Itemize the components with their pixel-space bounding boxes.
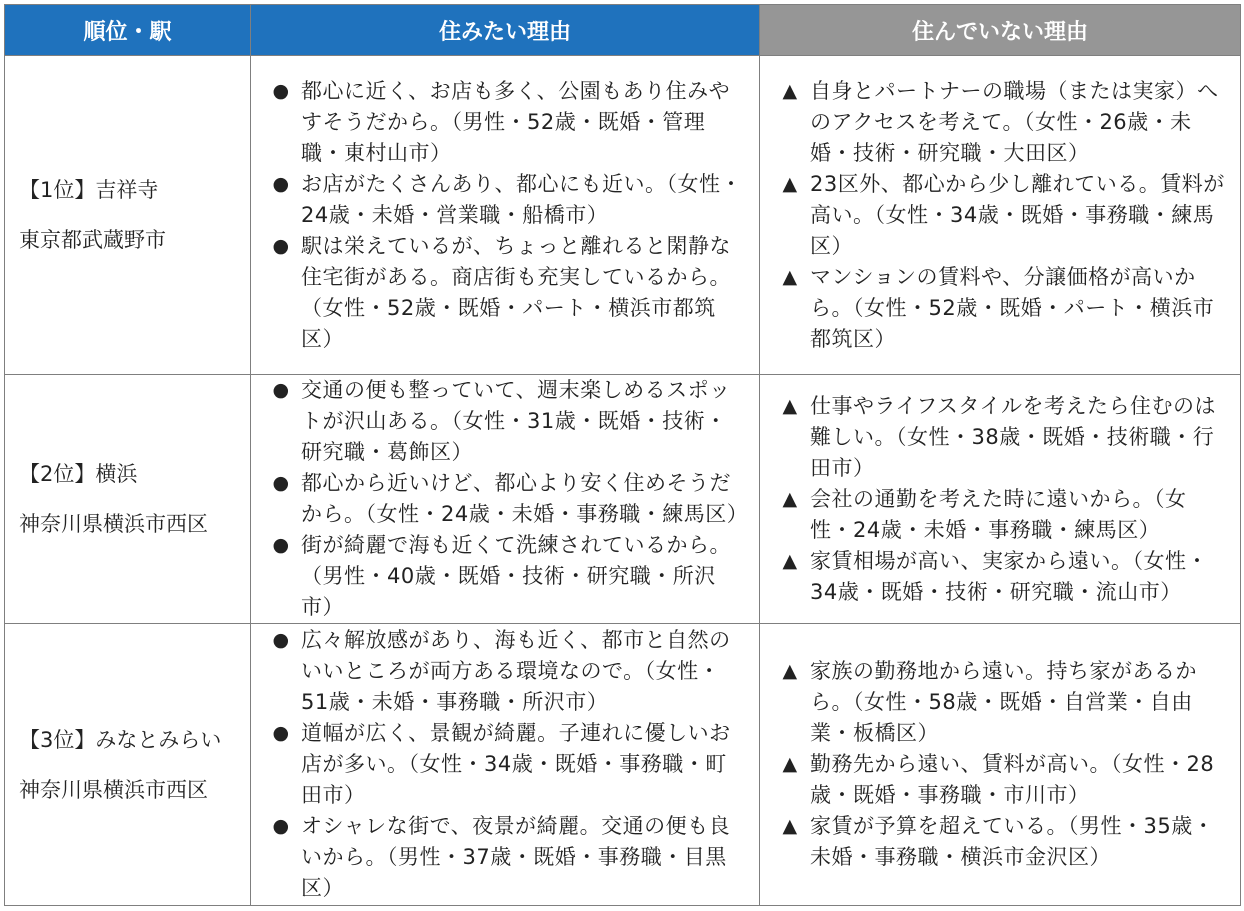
list-item: ● 道幅が広く、景観が綺麗。子連れに優しいお店が多い。（女性・34歳・既婚・事務職・町田市） <box>267 718 747 811</box>
header-row <box>5 5 1241 56</box>
triangle-bullet-icon: ▲ <box>782 815 798 837</box>
list-item: ● 街が綺麗で海も近くて洗練されているから。（男性・40歳・既婚・技術・研究職・所沢市） <box>267 530 747 623</box>
list-item: ● 駅は栄えているが、ちょっと離れると閑静な住宅街がある。商店街も充実しているから。（女性・52歳・既婚・パート・横浜市都筑区） <box>267 231 747 355</box>
triangle-bullet-icon: ▲ <box>782 265 798 288</box>
bullet-circle-icon: ● <box>272 234 290 257</box>
ranking-table <box>4 4 1241 906</box>
header-reasons-not: 住んでいない理由 <box>760 5 1241 56</box>
list-item: ▲ 家賃が予算を超えている。（男性・35歳・未婚・事務職・横浜市金沢区） <box>776 811 1228 873</box>
list-item: ▲ 23区外、都心から少し離れている。賃料が高い。（女性・34歳・既婚・事務職・練馬区） <box>776 169 1228 262</box>
not-reasons-cell <box>760 624 1241 906</box>
bullet-circle-icon: ● <box>272 815 290 837</box>
rank-label: 【2位】横浜 <box>19 462 138 486</box>
rank-label: 【3位】みなとみらい <box>19 727 222 752</box>
list-item: ▲ 家族の勤務地から遠い。持ち家があるから。（女性・58歳・既婚・自営業・自由業・板橋区） <box>776 656 1228 749</box>
location-label: 東京都武蔵野市 <box>19 228 166 252</box>
header-reasons-want: 住みたい理由 <box>251 5 760 56</box>
table-row <box>5 375 1241 624</box>
table-row <box>5 624 1241 906</box>
rank-cell <box>5 375 251 624</box>
bullet-circle-icon: ● <box>272 534 290 556</box>
list-item: ● 都心から近いけど、都心より安く住めそうだから。（女性・24歳・未婚・事務職・練馬区） <box>267 468 747 530</box>
header-rank-station: 順位・駅 <box>5 5 251 56</box>
list-item: ● オシャレな街で、夜景が綺麗。交通の便も良いから。（男性・37歳・既婚・事務職・目黒区） <box>267 811 747 904</box>
list-item: ● お店がたくさんあり、都心にも近い。（女性・24歳・未婚・営業職・船橋市） <box>267 169 747 231</box>
triangle-bullet-icon: ▲ <box>782 549 798 572</box>
not-reasons-cell <box>760 56 1241 375</box>
triangle-bullet-icon: ▲ <box>782 753 798 775</box>
list-item: ▲ 勤務先から遠い、賃料が高い。（女性・28歳・既婚・事務職・市川市） <box>776 749 1228 811</box>
list-item: ● 交通の便も整っていて、週末楽しめるスポットが沢山ある。（女性・31歳・既婚・技術・研究職・葛飾区） <box>267 375 747 468</box>
triangle-bullet-icon: ▲ <box>782 79 798 102</box>
triangle-bullet-icon: ▲ <box>782 660 798 682</box>
bullet-circle-icon: ● <box>272 172 290 195</box>
triangle-bullet-icon: ▲ <box>782 394 798 417</box>
want-reasons-cell <box>251 56 760 375</box>
triangle-bullet-icon: ▲ <box>782 172 798 195</box>
list-item: ● 広々解放感があり、海も近く、都市と自然のいいところが両方ある環境なので。（女性・51歳・未婚・事務職・所沢市） <box>267 625 747 718</box>
not-reasons-cell <box>760 375 1241 624</box>
list-item: ▲ 会社の通勤を考えた時に遠いから。（女性・24歳・未婚・事務職・練馬区） <box>776 484 1228 546</box>
bullet-circle-icon: ● <box>272 79 290 102</box>
want-reasons-cell <box>251 624 760 906</box>
bullet-circle-icon: ● <box>272 722 290 744</box>
bullet-circle-icon: ● <box>272 472 290 494</box>
list-item: ● 都心に近く、お店も多く、公園もあり住みやすそうだから。（男性・52歳・既婚・管理職・東村山市） <box>267 76 747 169</box>
bullet-circle-icon: ● <box>272 379 290 401</box>
rank-cell <box>5 624 251 906</box>
location-label: 神奈川県横浜市西区 <box>19 512 208 536</box>
location-label: 神奈川県横浜市西区 <box>19 777 208 802</box>
want-reasons-cell <box>251 375 760 624</box>
list-item: ▲ 仕事やライフスタイルを考えたら住むのは難しい。（女性・38歳・既婚・技術職・行田市） <box>776 391 1228 484</box>
list-item: ▲ マンションの賃料や、分譲価格が高いから。（女性・52歳・既婚・パート・横浜市都筑区） <box>776 262 1228 355</box>
list-item: ▲ 家賃相場が高い、実家から遠い。（女性・34歳・既婚・技術・研究職・流山市） <box>776 546 1228 608</box>
list-item: ▲ 自身とパートナーの職場（または実家）へのアクセスを考えて。（女性・26歳・未婚・技術・研究職・大田区） <box>776 76 1228 169</box>
rank-cell <box>5 56 251 375</box>
triangle-bullet-icon: ▲ <box>782 487 798 510</box>
table-row <box>5 56 1241 375</box>
bullet-circle-icon: ● <box>272 629 290 651</box>
rank-label: 【1位】吉祥寺 <box>19 178 159 202</box>
